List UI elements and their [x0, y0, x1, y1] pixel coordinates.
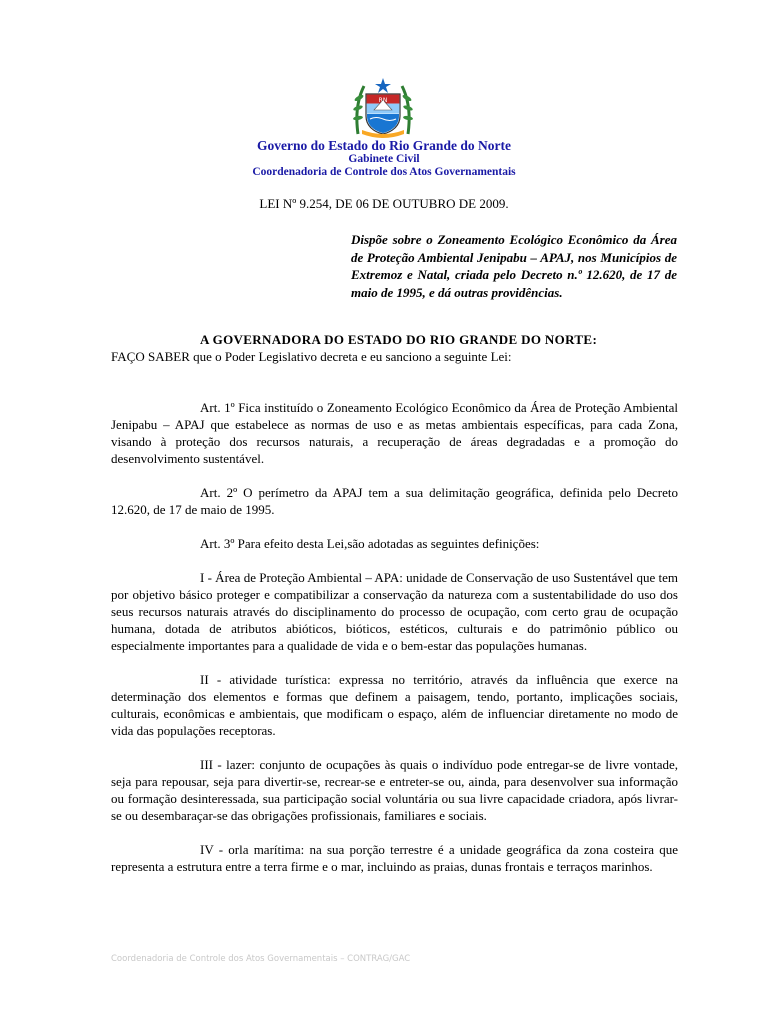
definition-item-2: II - atividade turística: expressa no território, através da influência que exerce na determinação dos elementos e formas que definem a paisagem, tendo, portanto, implicações sociais, culturais, econômicas e ambientais, que modificam o espaço, além de influenciar diretamente no modo de vida das populações receptoras.: [111, 672, 678, 738]
article-1: Art. 1º Fica instituído o Zoneamento Ecológico Econômico da Área de Proteção Ambiental Jenipabu – APAJ que estabelece as normas de uso e as metas ambientais específicas, para cada Zona, visando à proteção dos recursos naturais, a recuperação de áreas degradadas e a promoção do desenvolvimento sustentável.: [111, 400, 678, 466]
page-footer: Coordenadoria de Controle dos Atos Governamentais – CONTRAG/GAC: [111, 954, 411, 964]
definition-item-1: I - Área de Proteção Ambiental – APA: unidade de Conservação de uso Sustentável que tem por objetivo básico proteger e compatibilizar a conservação da natureza com a sustentabilidade do uso dos seus recursos naturais através do disciplinamento do processo de ocupação, com certo grau de ocupação humana, dotada de atributos abióticos, bióticos, estéticos, culturais e do patrimônio público ou especialmente importantes para a qualidade de vida e o bem-estar das populações humanas.: [111, 570, 678, 653]
article-3: Art. 3º Para efeito desta Lei,são adotadas as seguintes definições:: [200, 536, 540, 551]
article-2: Art. 2º O perímetro da APAJ tem a sua delimitação geográfica, definida pelo Decreto 12.620, de 17 de maio de 1995.: [111, 485, 678, 517]
law-ementa: Dispõe sobre o Zoneamento Ecológico Econômico da Área de Proteção Ambiental Jenipabu – APAJ, nos Municípios de Extremoz e Natal, criada pelo Decreto n.º 12.620, de 17 de maio de 1995, e dá outras providências.: [351, 232, 677, 300]
definition-item-4: IV - orla marítima: na sua porção terrestre é a unidade geográfica da zona costeira que representa a estrutura entre a terra firme e o mar, incluindo as praias, dunas frontais e terraços marinhos.: [111, 842, 678, 874]
governor-heading: A GOVERNADORA DO ESTADO DO RIO GRANDE DO NORTE:: [200, 332, 598, 347]
enactment-clause: FAÇO SABER que o Poder Legislativo decreta e eu sanciono a seguinte Lei:: [111, 349, 512, 364]
law-title: LEI Nº 9.254, DE 06 DE OUTUBRO DE 2009.: [259, 196, 509, 211]
department-name: Coordenadoria de Controle dos Atos Governamentais: [252, 166, 516, 178]
definition-item-3: III - lazer: conjunto de ocupações às quais o indivíduo pode entregar-se de livre vontade, seja para repousar, seja para divertir-se, recrear-se e entreter-se ou, ainda, para desenvolver sua informação ou formação desinteressada, sua participação social voluntária ou sua livre capacidade criadora, após livrar-se ou desembaraçar-se das obrigações profissionais, familiares e sociais.: [111, 757, 678, 823]
office-name: Gabinete Civil: [348, 153, 420, 165]
state-coat-of-arms-icon: [350, 76, 416, 138]
government-name: Governo do Estado do Rio Grande do Norte: [257, 138, 511, 153]
letterhead: [0, 138, 768, 179]
svg-text:RN: RN: [378, 97, 388, 104]
law-body: [111, 331, 678, 875]
